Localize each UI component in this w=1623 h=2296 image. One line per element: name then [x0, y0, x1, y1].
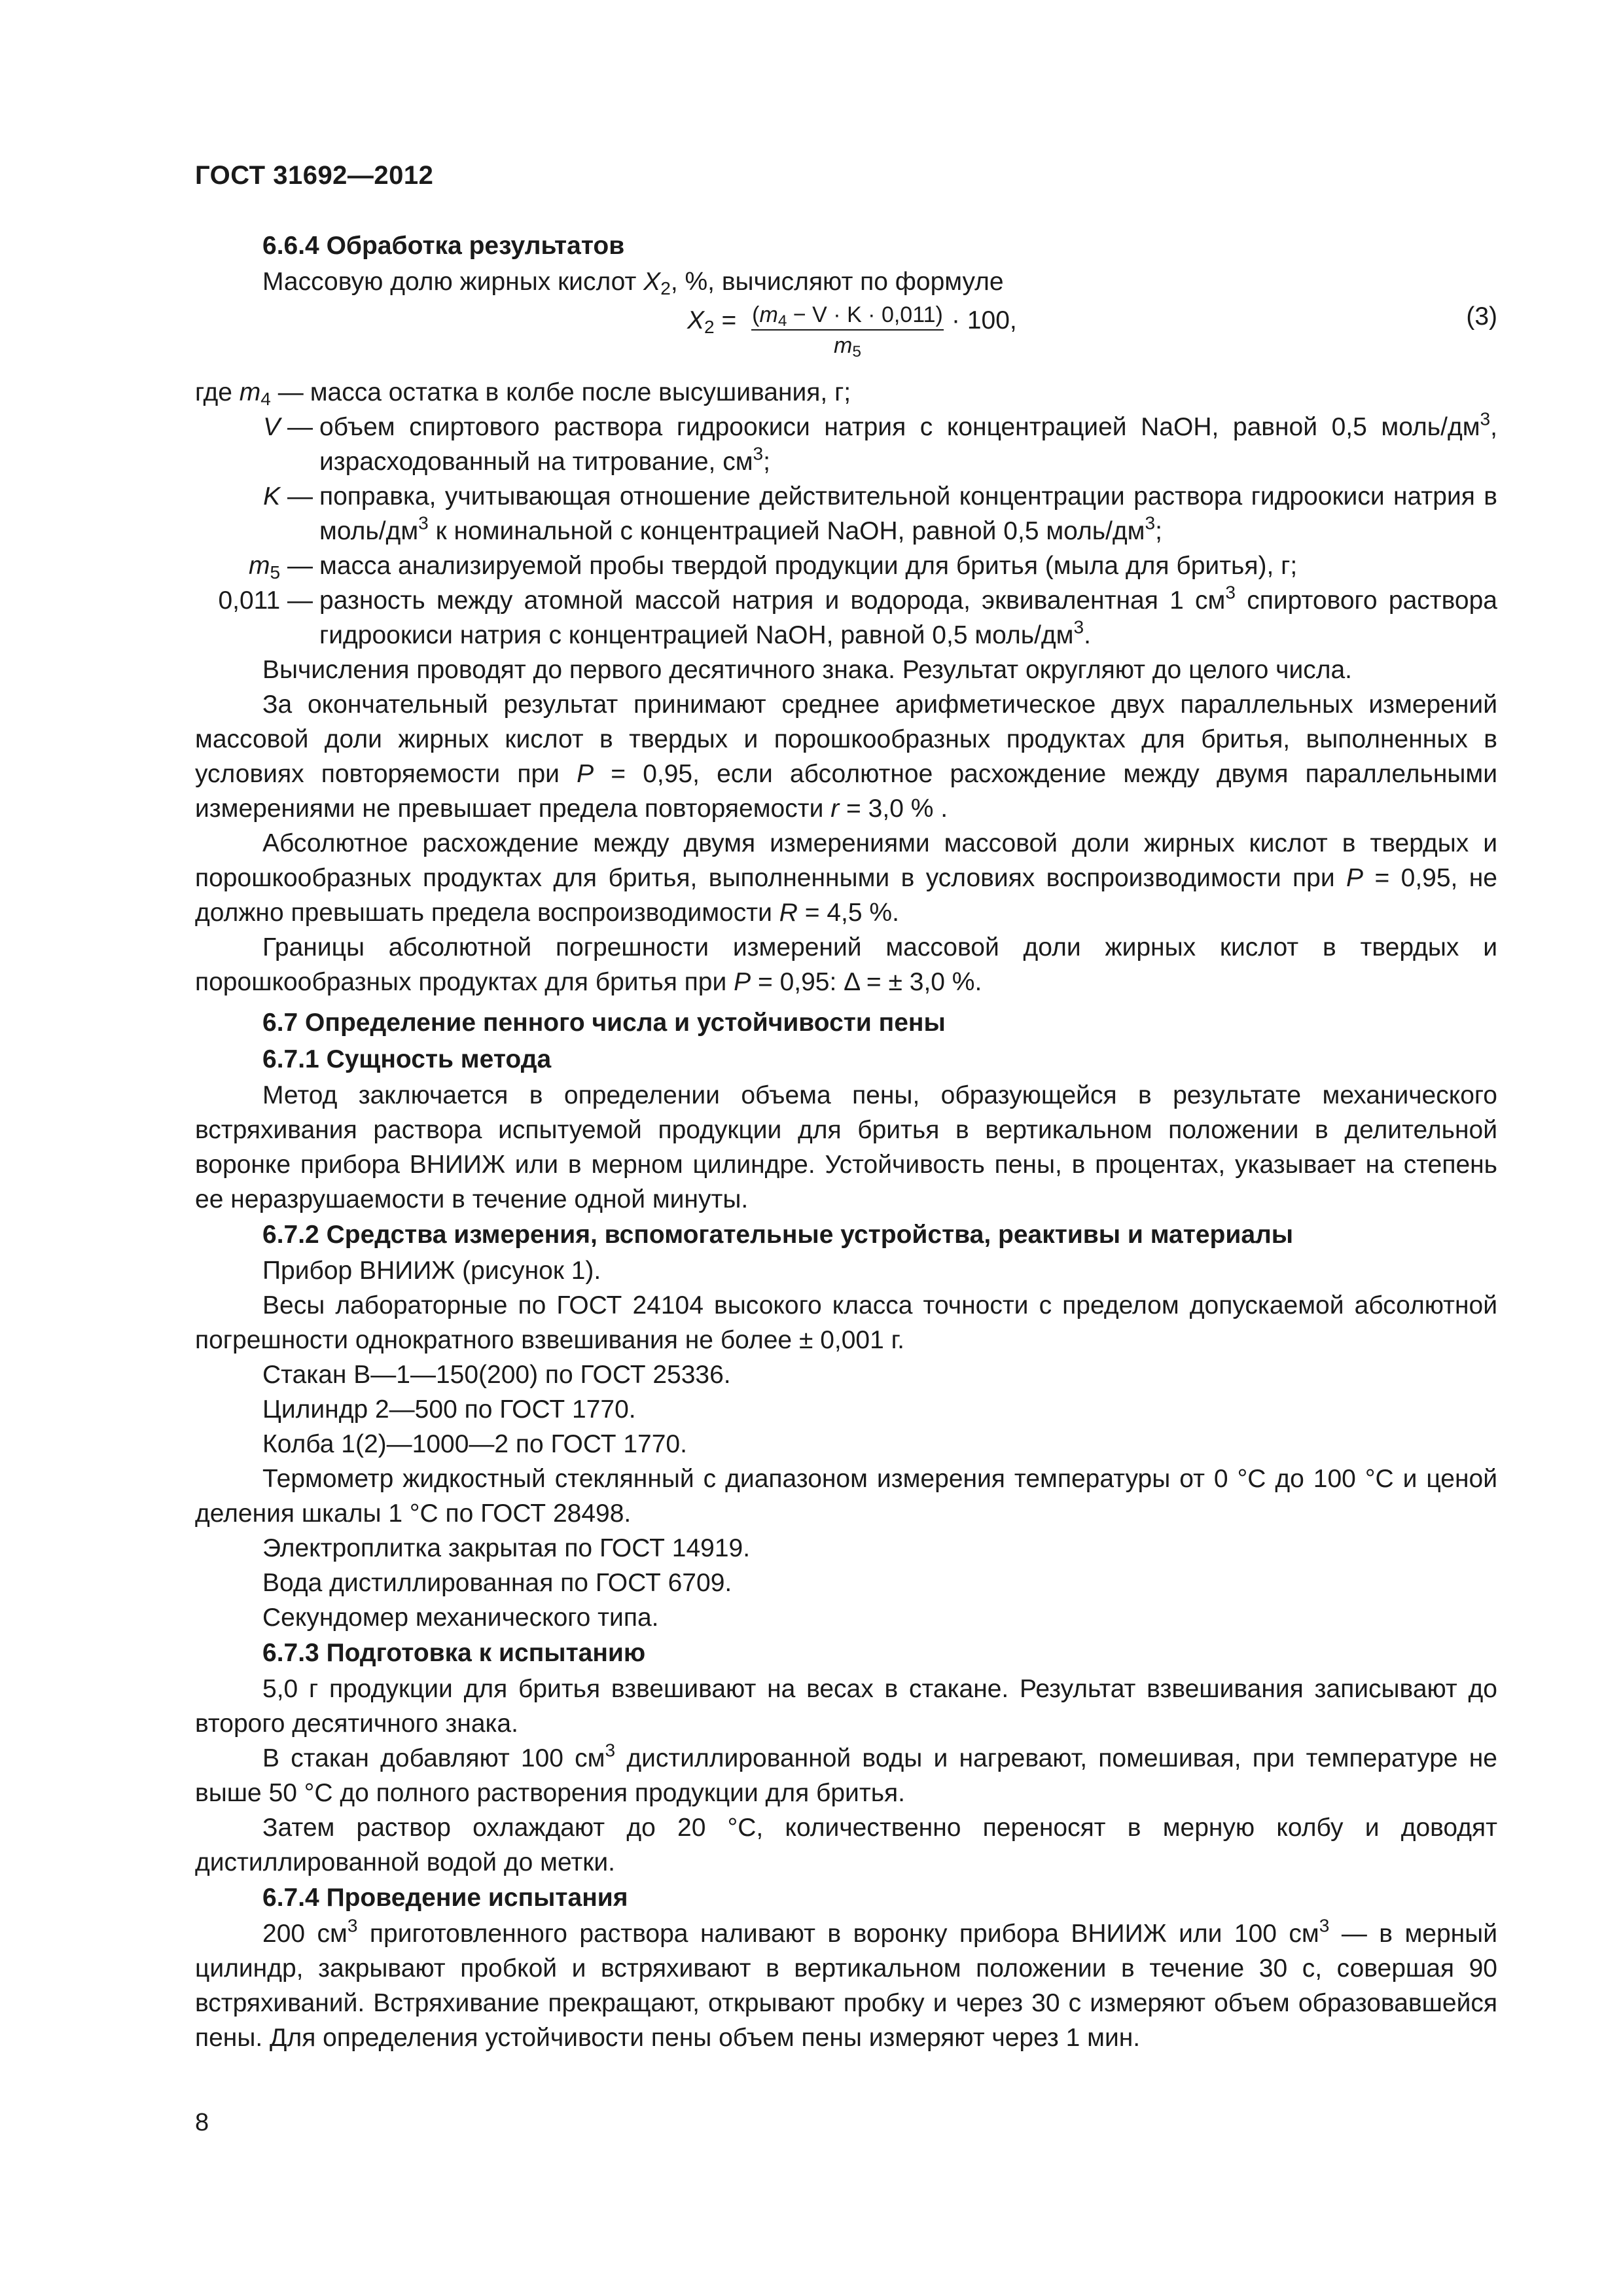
equipment-item: Электроплитка закрытая по ГОСТ 14919.	[262, 1534, 751, 1562]
formula-lhs: $X_2$ =	[687, 306, 737, 338]
paragraph-weighing: 5,0 г продукции для бритья взвешивают на весах в стакане. Результат взвешивания записывают до второго десятичного знака.	[195, 1675, 1497, 1738]
formula-intro: Массовую долю жирных кислот $X_2$, %, вычисляют по формуле	[262, 268, 1004, 299]
document-body	[195, 228, 1497, 2055]
heading-6-7-3: 6.7.3 Подготовка к испытанию	[262, 1639, 646, 1667]
formula-number: (3)	[1466, 302, 1497, 331]
heading-6-7: 6.7 Определение пенного числа и устойчивости пены	[262, 1009, 946, 1037]
page-number: 8	[195, 2109, 209, 2136]
paragraph-cooling: Затем раствор охлаждают до 20 °С, количественно переносят в мерную колбу и доводят дистиллированной водой до метки.	[195, 1814, 1497, 1876]
where-item-m4: где $m_4$ — масса остатка в колбе после высушивания, г;	[195, 378, 851, 410]
equipment-item: Цилиндр 2—500 по ГОСТ 1770.	[262, 1395, 636, 1424]
formula-denominator: $m_5$	[834, 333, 861, 361]
formula-3	[195, 300, 1497, 370]
paragraph-test-procedure: 200 $см^3$ приготовленного раствора наливают в воронку прибора ВНИИЖ или 100 $см^3$ — в мерный цилиндр, закрывают пробкой и встряхивают в вертикальном положении в течение 30 с, совершая 90 встряхиваний. Встряхивание прекращают, открывают пробку и через 30 с измеряют объем образовавшейся пены. Для определения устойчивости пены объем пены измеряют через 1 мин.	[195, 1915, 1498, 2052]
heading-6-7-1: 6.7.1 Сущность метода	[262, 1045, 552, 1073]
equipment-item: Секундомер механического типа.	[262, 1604, 659, 1632]
heading-6-6-4: 6.6.4 Обработка результатов	[262, 232, 625, 260]
standard-header: ГОСТ 31692—2012	[195, 161, 434, 190]
paragraph-calc: Вычисления проводят до первого десятичного знака. Результат округляют до целого числа.	[262, 656, 1353, 684]
formula-fraction	[749, 300, 946, 361]
where-list	[195, 375, 1497, 653]
equipment-item: Вода дистиллированная по ГОСТ 6709.	[262, 1569, 732, 1597]
heading-6-7-4: 6.7.4 Проведение испытания	[262, 1884, 628, 1912]
where-item-k: K — поправка, учитывающая отношение действительной концентрации раствора гидроокиси натрия в моль/$дм^3$ к номинальной с концентрацией NaOH, равной 0,5 моль/$дм^3$;	[263, 482, 1497, 545]
heading-6-7-2: 6.7.2 Средства измерения, вспомогательные устройства, реактивы и материалы	[262, 1221, 1294, 1249]
equipment-item: Термометр жидкостный стеклянный с диапазоном измерения температуры от 0 °С до 100 °С и ценой деления шкалы 1 °С по ГОСТ 28498.	[195, 1465, 1497, 1528]
equipment-item: Колба 1(2)—1000—2 по ГОСТ 1770.	[262, 1430, 687, 1458]
paragraph-dissolving: В стакан добавляют 100 $см^3$ дистиллированной воды и нагревают, помешивая, при температуре не выше 50 °С до полного растворения продукции для бритья.	[195, 1740, 1498, 1807]
where-item-m5: $m_5$ — масса анализируемой пробы твердой продукции для бритья (мыла для бритья), г;	[249, 552, 1298, 583]
paragraph-error-bounds: Границы абсолютной погрешности измерений массовой доли жирных кислот в твердых и порошкообразных продуктах для бритья при P = 0,95: Δ = ± 3,0 %.	[195, 933, 1497, 996]
paragraph-abs-discrepancy: Абсолютное расхождение между двумя измерениями массовой доли жирных кислот в твердых и порошкообразных продуктах для бритья, выполненными в условиях воспроизводимости при P = 0,95, не должно превышать предела воспроизводимости R = 4,5 %.	[195, 829, 1498, 927]
where-item-v: V — объем спиртового раствора гидроокиси натрия с концентрацией NaOH, равной 0,5 моль/$дм^3$, израсходованный на титрование, $см^3$;	[263, 408, 1497, 476]
paragraph-method: Метод заключается в определении объема пены, образующейся в результате механического встряхивания раствора испытуемой продукции для бритья в вертикальном положении в делительной воронке прибора ВНИИЖ или в мерном цилиндре. Устойчивость пены, в процентах, указывает на степень ее неразрушаемости в течение одной минуты.	[195, 1081, 1497, 1213]
where-item-constant: 0,011 — разность между атомной массой натрия и водорода, эквивалентная 1 $см^3$ спиртового раствора гидроокиси натрия с концентрацией NaOH, равной 0,5 моль/$дм^3$.	[218, 582, 1497, 649]
equipment-item: Стакан В—1—150(200) по ГОСТ 25336.	[262, 1361, 731, 1389]
equipment-item: Весы лабораторные по ГОСТ 24104 высокого класса точности с пределом допускаемой абсолютной погрешности однократного взвешивания не более ± 0,001 г.	[195, 1291, 1497, 1354]
formula-numerator: $(m_4 - V \cdot K \cdot 0,011)$	[752, 302, 943, 331]
formula-tail: · 100,	[952, 306, 1017, 334]
equipment-item: Прибор ВНИИЖ (рисунок 1).	[262, 1257, 601, 1285]
paragraph-final-result: За окончательный результат принимают среднее арифметическое двух параллельных измерений массовой доли жирных кислот в твердых и порошкообразных продуктах для бритья, выполненных в условиях повторяемости при P = 0,95, если абсолютное расхождение между двумя параллельными измерениями не превышает предела повторяемости r = 3,0 % .	[195, 691, 1497, 823]
